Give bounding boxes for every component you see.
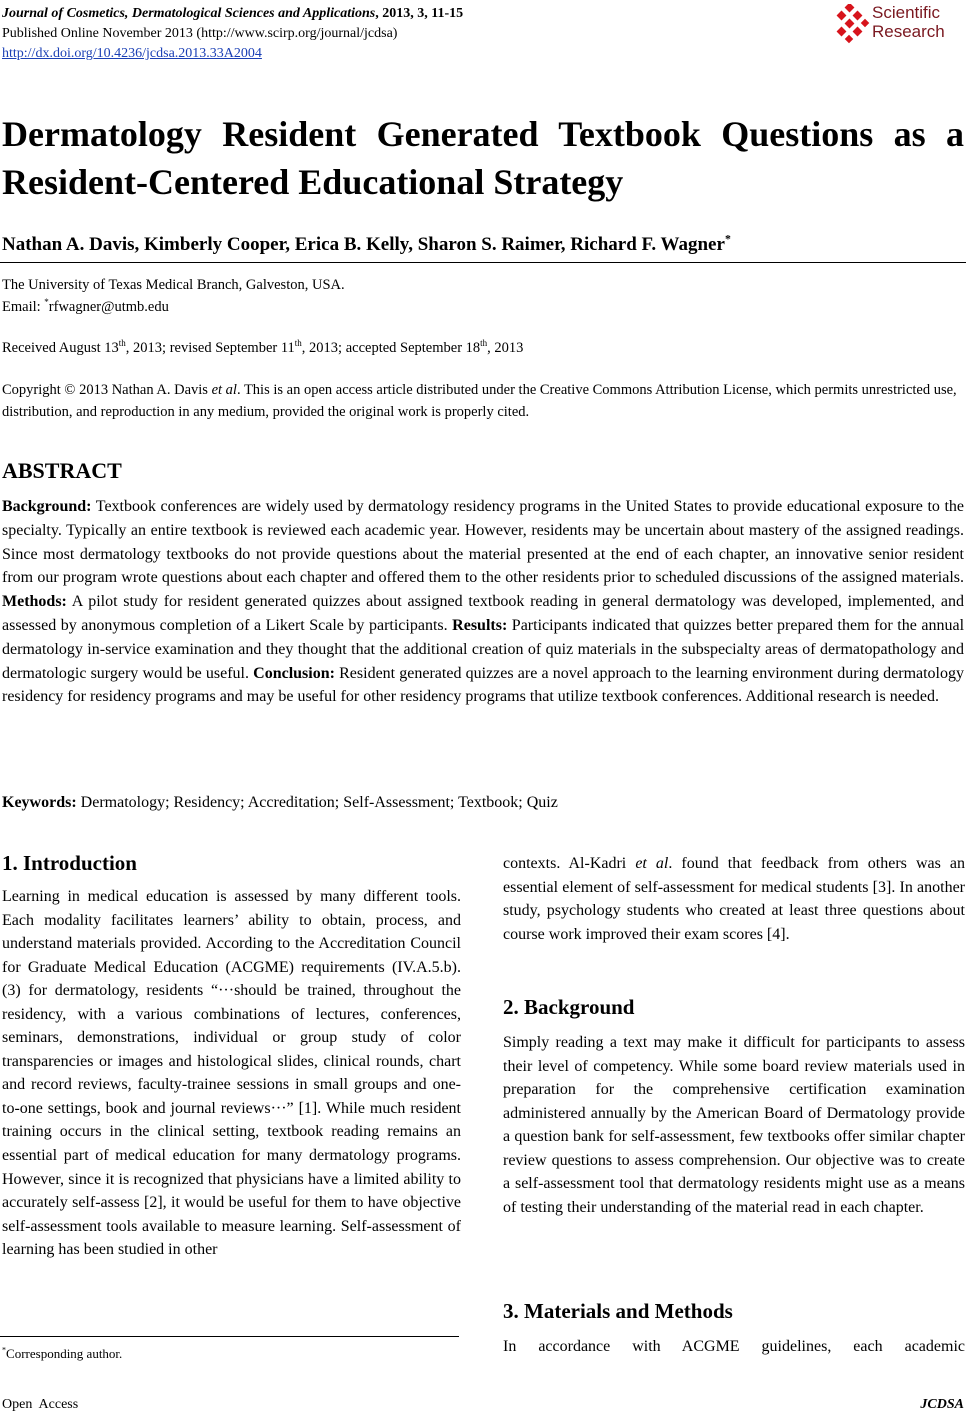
doi-link[interactable]: http://dx.doi.org/10.4236/jcdsa.2013.33A2004 xyxy=(2,46,262,61)
author-list xyxy=(2,234,731,256)
email-address[interactable]: rfwagner@utmb.edu xyxy=(48,299,169,315)
footnote-divider xyxy=(0,1336,459,1337)
affiliation-block xyxy=(2,274,345,318)
keywords: Keywords: Dermatology; Residency; Accreditation; Self-Assessment; Textbook; Quiz xyxy=(2,794,558,811)
logo-line-2: Research xyxy=(872,22,945,41)
journal-header xyxy=(2,4,463,64)
email-line: Email: *rfwagner@utmb.edu xyxy=(2,297,169,315)
authors: Nathan A. Davis, Kimberly Cooper, Erica B. Kelly, Sharon S. Raimer, Richard F. Wagner xyxy=(2,234,725,255)
journal-title: Journal of Cosmetics, Dermatological Sciences and Applications xyxy=(2,6,376,21)
scirp-logo-icon xyxy=(834,4,870,44)
background-body: Simply reading a text may make it difficult for participants to assess their level of competency. While some board review materials used in preparation for the comprehensive certification examination administered annually by the American Board of Dermatology provide a question bank for self-assessment, few textbooks offer similar chapter review questions to assess comprehension. Our objective was to create a self-assessment tool that dermatology residents might use as a means of testing their understanding of the material read in each chapter. xyxy=(503,1034,965,1216)
title-divider xyxy=(0,262,966,263)
abstract-body: Background: Textbook conferences are widely used by dermatology residency programs in the United States to provide educational exposure to the specialty. Typically an entire textbook is reviewed each academic year. However, residents may be uncertain about mastery of the assigned readings. Since most dermatology textbooks do not provide questions about the material presented at the end of each chapter, an innovative senior resident from our program wrote questions about each chapter and offered them to the other residents prior to scheduled discussions of the assigned materials. Methods: A pilot study for resident generated quizzes about assigned textbook reading in general dermatology was developed, implemented, and assessed by anonymous completion of a Likert Scale by participants. Results: Participants indicated that quizzes better prepared them for the annual dermatology in-service examination and they thought that the additional creation of quiz materials in the subspecialty areas of dermatopathology and dermatologic surgery would be useful. Conclusion: Resident generated quizzes are a novel approach to the learning environment during dermatology residency for residency programs and may be useful for other residency programs that utilize textbook conferences. Additional research is needed. xyxy=(2,498,965,706)
article-title: Dermatology Resident Generated Textbook Questions as a Resident-Centered Educational Strategy xyxy=(2,114,964,202)
background-heading: 2. Background xyxy=(503,995,635,1019)
logo-wordmark xyxy=(872,3,945,41)
footer-open-access: Open Access xyxy=(2,1397,79,1412)
publisher-logo xyxy=(834,4,964,44)
affiliation: The University of Texas Medical Branch, Galveston, USA. xyxy=(2,277,345,293)
logo-line-1: Scientific xyxy=(872,3,941,22)
corresponding-mark: * xyxy=(724,232,731,246)
methods-heading: 3. Materials and Methods xyxy=(503,1299,733,1323)
journal-citation: , 2013, 3, 11-15 xyxy=(375,6,464,21)
intro-continuation: contexts. Al-Kadri et al. found that feedback from others was an essential element of self-assessment for medical students [3]. In another study, psychology students who created at least three questions about course work improved their exam scores [4]. xyxy=(503,855,965,943)
footnote: *Corresponding author. xyxy=(2,1345,123,1361)
published-line: Published Online November 2013 (http://www.scirp.org/journal/jcdsa) xyxy=(2,26,398,41)
article-dates: Received August 13th, 2013; revised September 11th, 2013; accepted September 18th, 2013 xyxy=(2,338,524,356)
methods-body: In accordance with ACGME guidelines, each academic xyxy=(503,1338,965,1355)
intro-heading: 1. Introduction xyxy=(2,851,137,875)
footer-journal-abbrev: JCDSA xyxy=(920,1397,964,1412)
copyright-notice: Copyright © 2013 Nathan A. Davis et al. This is an open access article distributed under the Creative Commons Attribution License, which permits unrestricted use, distribution, and reproduction in any medium, provided the original work is properly cited. xyxy=(2,382,957,420)
abstract-heading: ABSTRACT xyxy=(2,458,122,483)
intro-body: Learning in medical education is assessed by many different tools. Each modality facilitates learners’ ability to obtain, process, and understand materials provided. According to the Accreditation Council for Graduate Medical Education (ACGME) requirements (IV.A.5.b). (3) for dermatology, residents “···should be trained, throughout the residency, with a various combinations of lectures, conferences, seminars, demonstrations, individual or group study of color transparencies or images and histological slides, clinical rounds, chart and record reviews, faculty-trainee sessions in small groups and one-to-one settings, book and journal reviews···” [1]. While much resident training occurs in the clinical setting, textbook reading remains an essential part of medical education for many dermatology programs. However, since it is recognized that physicians have a limited ability to accurately self-assess [2], it would be useful for them to have objective self-assessment tools available to measure learning. Self-assessment of learning has been studied in other xyxy=(2,888,461,1259)
